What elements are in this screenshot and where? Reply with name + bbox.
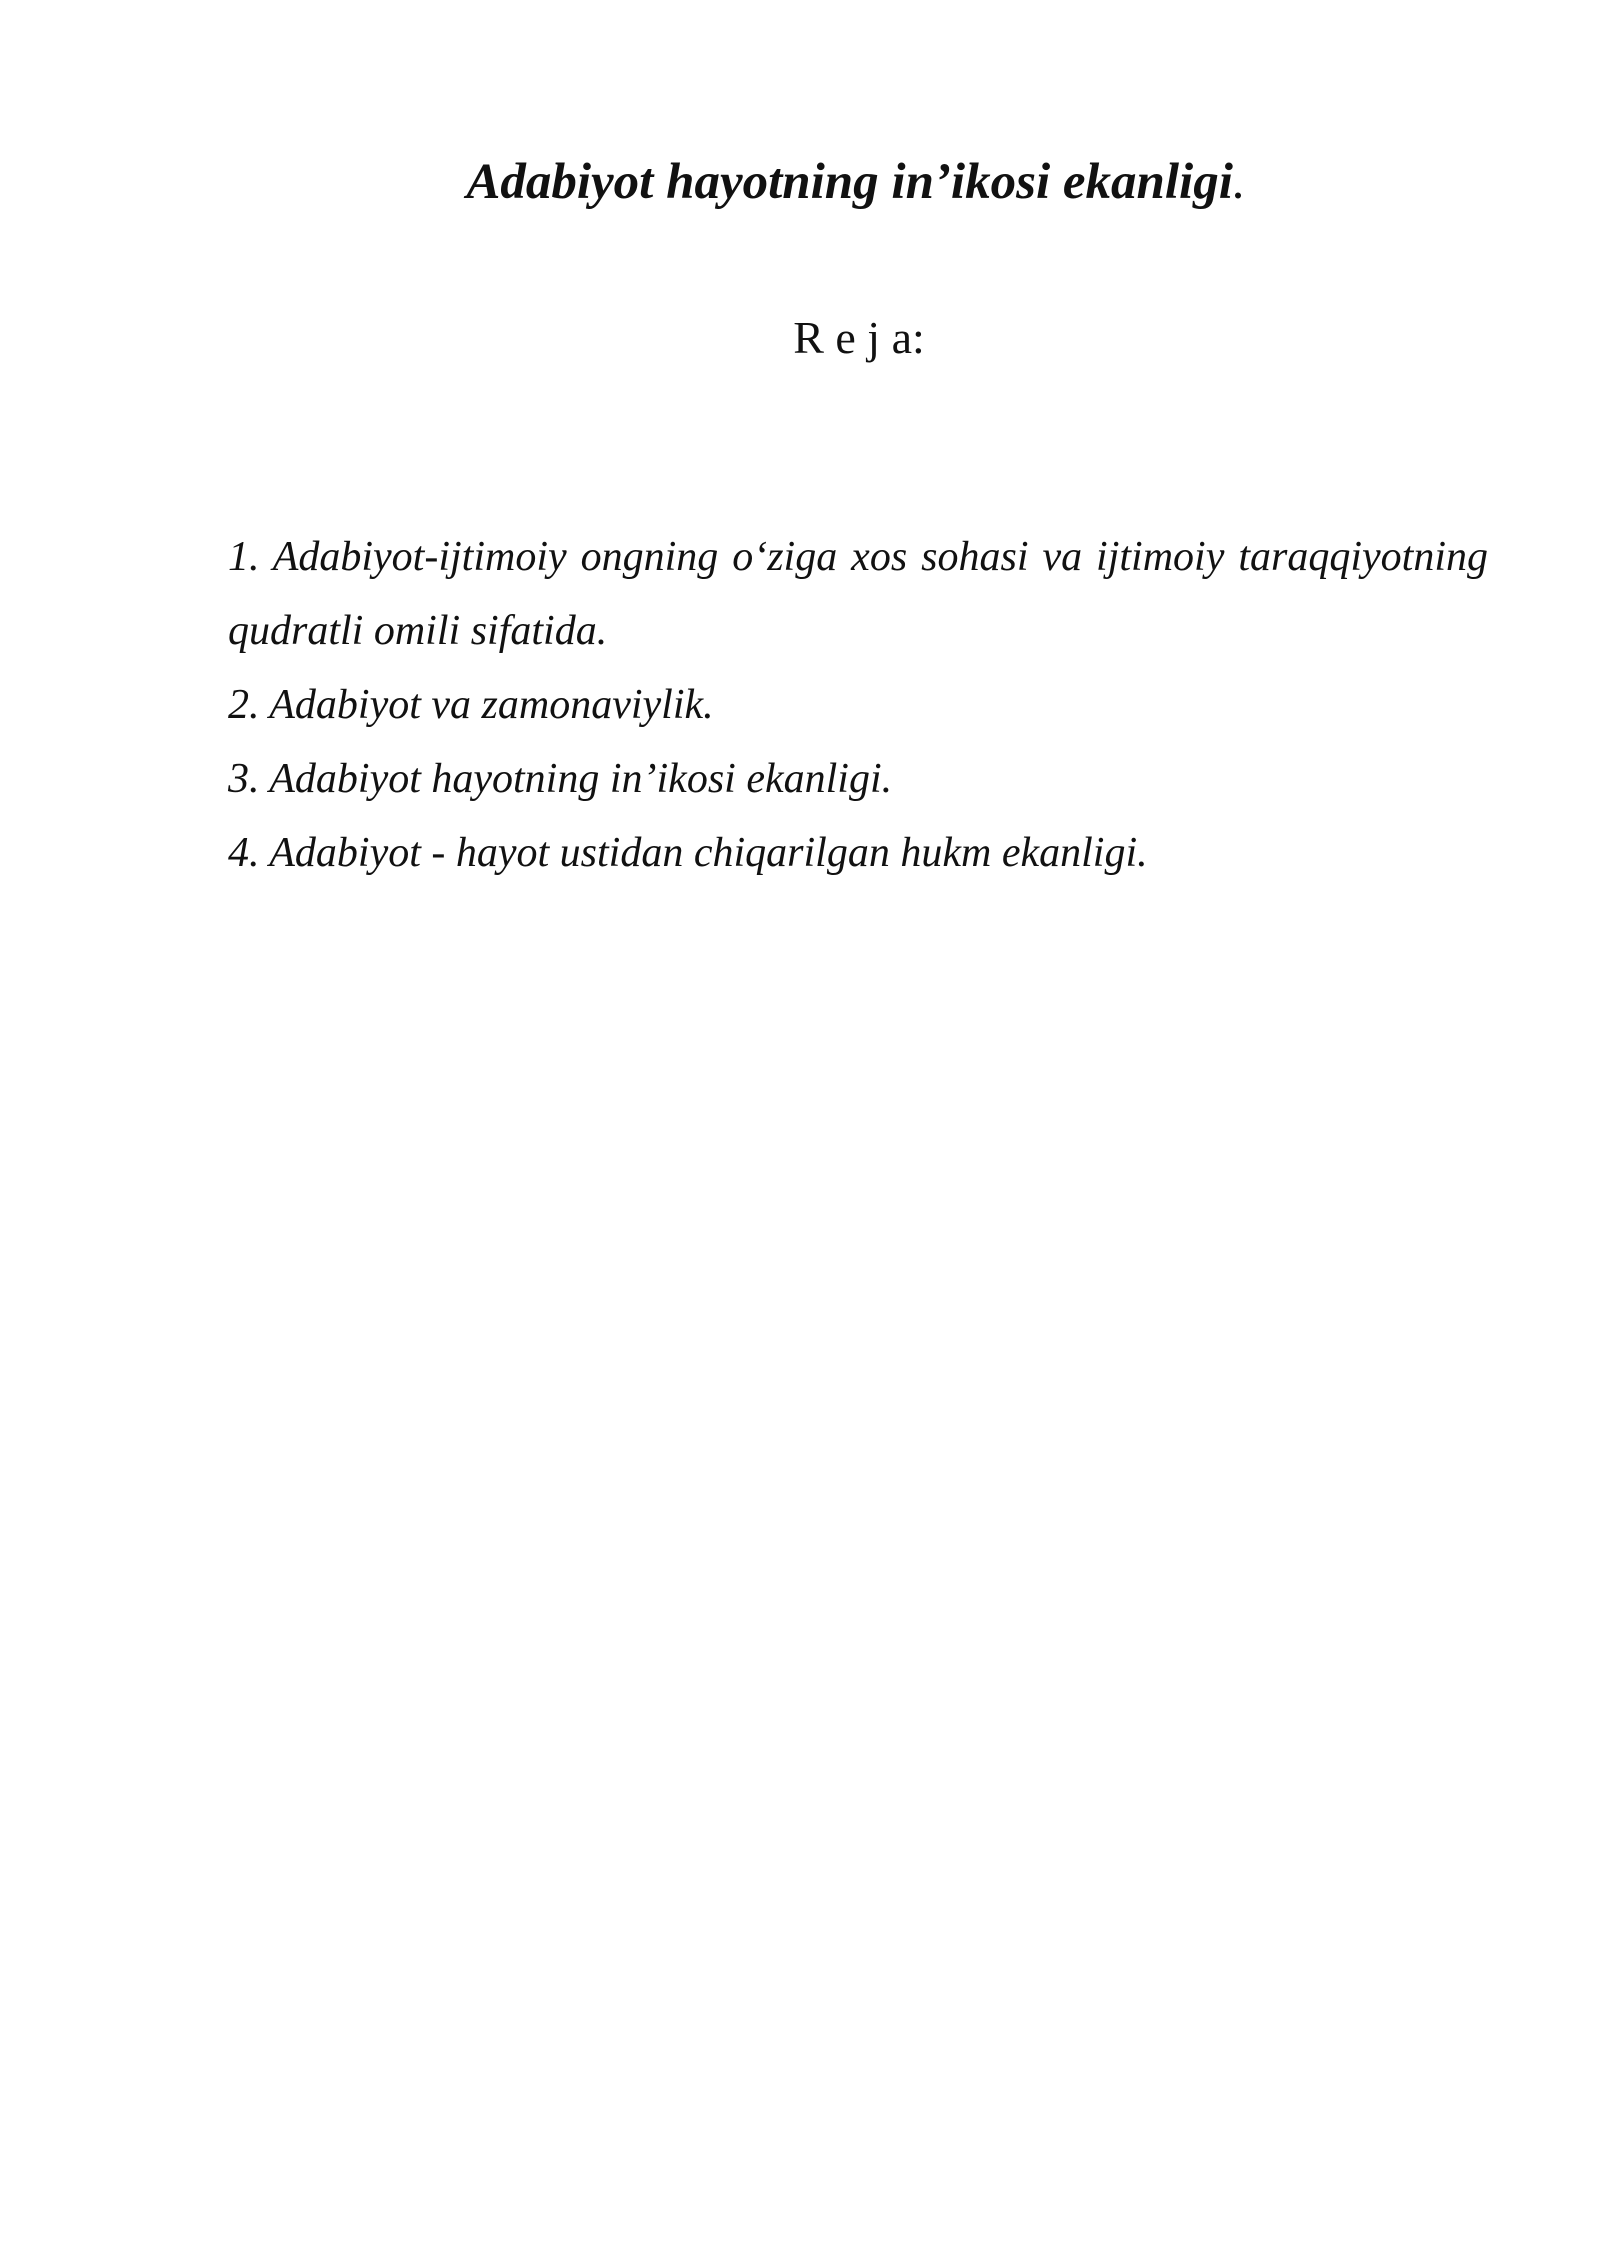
plan-item-1: 1. Adabiyot-ijtimoiy ongning o‘ziga xos sohasi va ijtimoiy taraqqiyotning qudratli omili sifatida. — [228, 534, 1488, 654]
plan-item-2: 2. Adabiyot va zamonaviylik. — [228, 682, 714, 728]
document-title-period: . — [1232, 154, 1246, 210]
document-title — [0, 150, 1600, 214]
plan-list — [228, 520, 1488, 890]
plan-item-4: 4. Adabiyot - hayot ustidan chiqarilgan hukm ekanligi. — [228, 830, 1148, 876]
plan-heading: R e j a: — [793, 312, 925, 363]
plan-item-3: 3. Adabiyot hayotning in’ikosi ekanligi. — [228, 756, 893, 802]
document-title-text: Adabiyot hayotning in’ikosi ekanligi — [466, 154, 1233, 210]
